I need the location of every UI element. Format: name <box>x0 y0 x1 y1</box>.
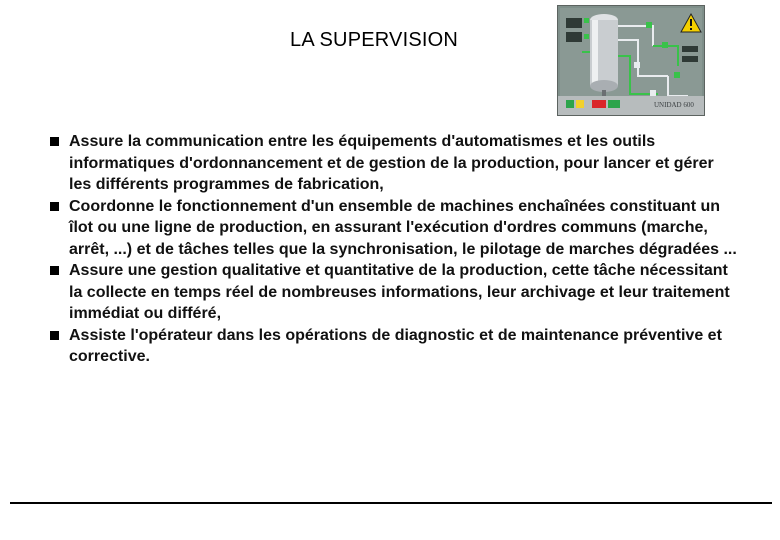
status-indicator <box>566 100 574 108</box>
square-bullet-icon <box>50 266 59 275</box>
footer-divider <box>10 502 772 504</box>
bullet-text: Assure la communication entre les équipements d'automatismes et les outils informatiques d'ordonnancement et de gestion de la production, pour lancer et gérer les différents programmes de fabrication, <box>69 133 714 193</box>
gauge-box <box>566 32 582 42</box>
bullet-item <box>50 260 740 325</box>
square-bullet-icon <box>50 137 59 146</box>
status-indicator <box>608 100 620 108</box>
bullet-text: Coordonne le fonctionnement d'un ensemble de machines enchaînées constituant un îlot ou une ligne de production, en assurant l'exécution d'ordres communs (marche, arrêt, ...) et de tâches telles que la synchronisation, le pilotage de marches dégradées ... <box>69 197 737 258</box>
machine-label: UNIDAD 600 <box>654 101 694 109</box>
bullet-item <box>50 131 740 196</box>
slide-title: LA SUPERVISION <box>290 29 459 51</box>
square-bullet-icon <box>50 202 59 211</box>
status-indicator <box>576 100 584 108</box>
bullet-text: Assiste l'opérateur dans les opérations de diagnostic et de maintenance préventive et corrective. <box>69 326 722 365</box>
bullet-list <box>50 131 740 368</box>
bullet-item <box>50 196 740 261</box>
tank-graphic <box>590 14 618 98</box>
status-indicator <box>592 100 606 108</box>
supervision-screenshot <box>557 5 705 116</box>
bullet-item <box>50 325 740 368</box>
square-bullet-icon <box>50 331 59 340</box>
bullet-text: Assure une gestion qualitative et quantitative de la production, cette tâche nécessitant la collecte en temps réel de nombreuses informations, leur archivage et leur traitement immédiat ou différé, <box>69 262 730 322</box>
gauge-box <box>566 18 582 28</box>
